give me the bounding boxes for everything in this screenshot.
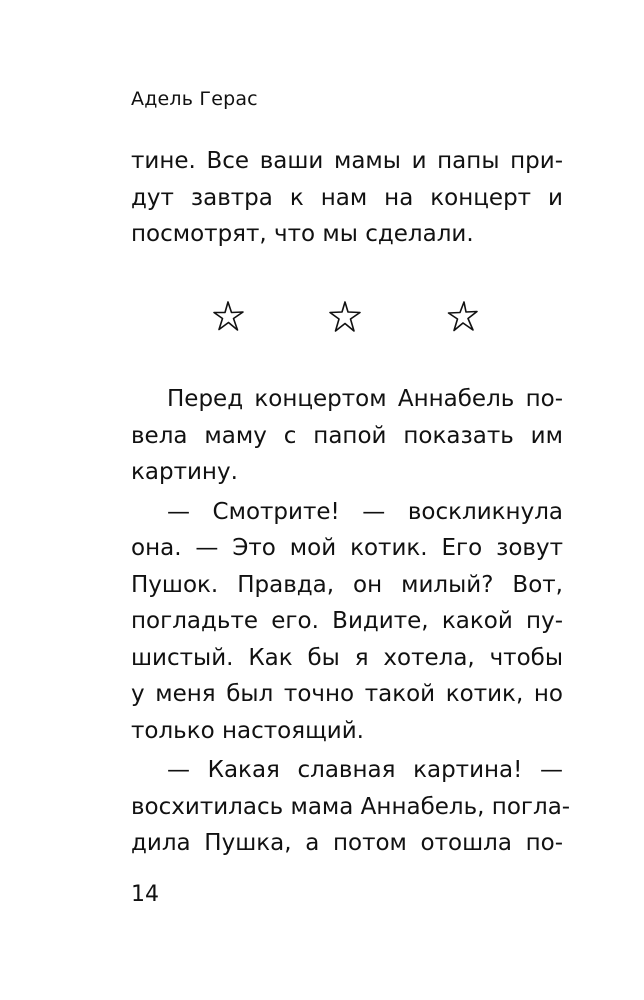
page-number: 14 xyxy=(131,882,159,907)
text-line: только настоящий. xyxy=(131,717,364,744)
text-line: тине. Все ваши мамы и папы при- xyxy=(131,148,563,174)
text-block-main xyxy=(131,381,571,862)
running-head: Адель Герас xyxy=(131,88,258,110)
text-line: восхитилась мама Аннабель, погла- xyxy=(131,793,571,820)
text-line: погладьте его. Видите, какой пу- xyxy=(131,608,563,634)
text-line: дила Пушка, а потом отошла по- xyxy=(131,830,563,856)
text-line: Перед концертом Аннабель по- xyxy=(167,386,563,412)
star-icon xyxy=(446,300,480,334)
text-line: Пушок. Правда, он милый? Вот, xyxy=(131,571,563,598)
section-separator xyxy=(0,300,644,340)
text-line: шистый. Как бы я хотела, чтобы xyxy=(131,644,563,671)
text-block-top xyxy=(131,143,563,253)
text-line: дут завтра к нам на концерт и xyxy=(131,184,563,211)
text-line: картину. xyxy=(131,459,238,485)
text-line: посмотрят, что мы сделали. xyxy=(131,221,474,247)
text-line: — Смотрите! — воскликнула xyxy=(167,498,563,525)
star-icon xyxy=(212,300,246,334)
text-line: у меня был точно такой котик, но xyxy=(131,681,563,707)
text-line: она. — Это мой котик. Его зовут xyxy=(131,535,563,561)
star-icon xyxy=(328,300,362,334)
text-line: вела маму с папой показать им xyxy=(131,422,563,449)
text-line: — Какая славная картина! — xyxy=(167,757,563,783)
